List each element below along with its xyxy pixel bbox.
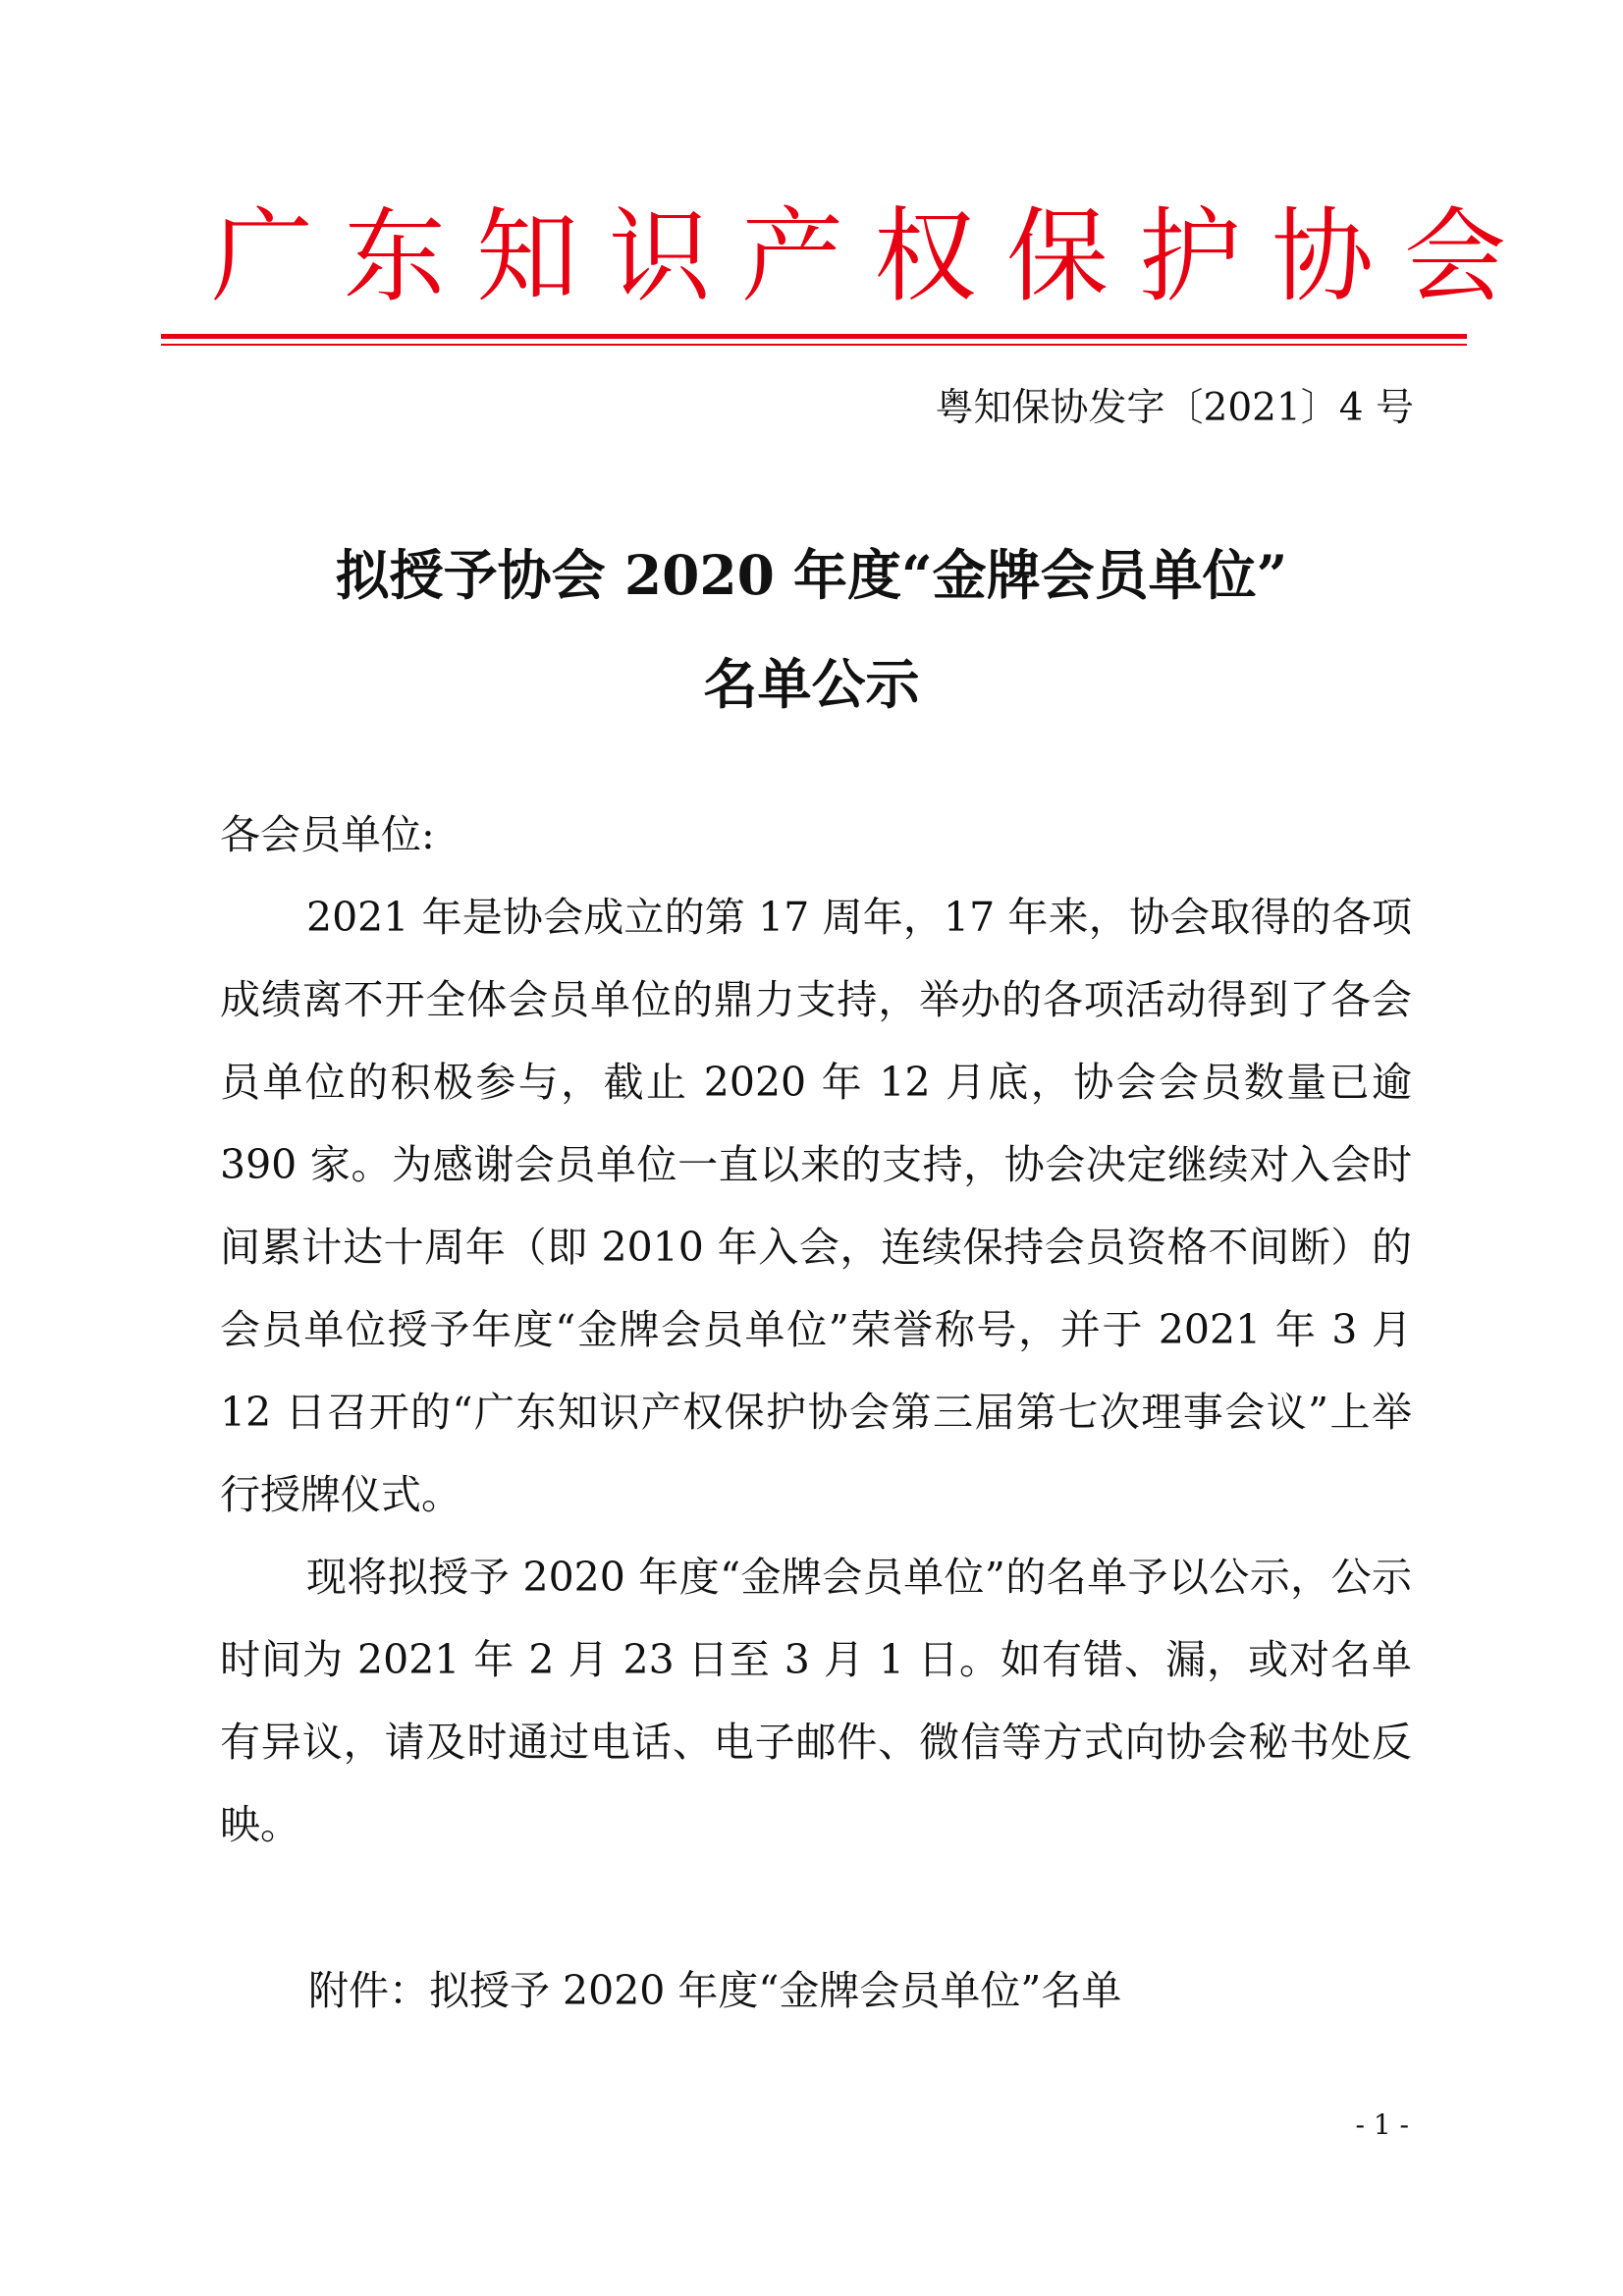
salutation: 各会员单位: <box>220 811 435 858</box>
body-paragraph-2: 现将拟授予 2020 年度“金牌会员单位”的名单予以公示，公示时间为 2021 年 2 月 23 日至 3 月 1 日。如有错、漏，或对名单有异议，请及时通过电话、电子邮件、微信等方式向协会秘书处反映。 <box>220 1554 1412 1848</box>
letterhead-rule-thin <box>161 344 1467 346</box>
page-number: - 1 - <box>1355 2108 1409 2141</box>
document-title-line-2: 名单公示 <box>703 652 920 716</box>
body-paragraph-1: 2021 年是协会成立的第 17 周年，17 年来，协会取得的各项成绩离不开全体会员单位的鼎力支持，举办的各项活动得到了各会员单位的积极参与，截止 2020 年 12 月底，协会会员数量已逾 390 家。为感谢会员单位一直以来的支持，协会决定继续对入会时间累计达十周年（即 2010 年入会，连续保持会员资格不间断）的会员单位授予年度“金牌会员单位”荣誉称号，并于 2021 年 3 月 12 日召开的“广东知识产权保护协会第三届第七次理事会议”上举行授牌仪式。 <box>220 894 1412 1518</box>
letterhead-organization-name: 广东知识产权保护协会 <box>211 196 1538 316</box>
document-title-line-1: 拟授予协会 2020 年度“金牌会员单位” <box>335 543 1288 607</box>
attachment-line: 附件：拟授予 2020 年度“金牌会员单位”名单 <box>308 1967 1122 2014</box>
letterhead-rule-thick <box>161 334 1467 339</box>
document-number: 粤知保协发字〔2021〕4 号 <box>935 386 1414 430</box>
